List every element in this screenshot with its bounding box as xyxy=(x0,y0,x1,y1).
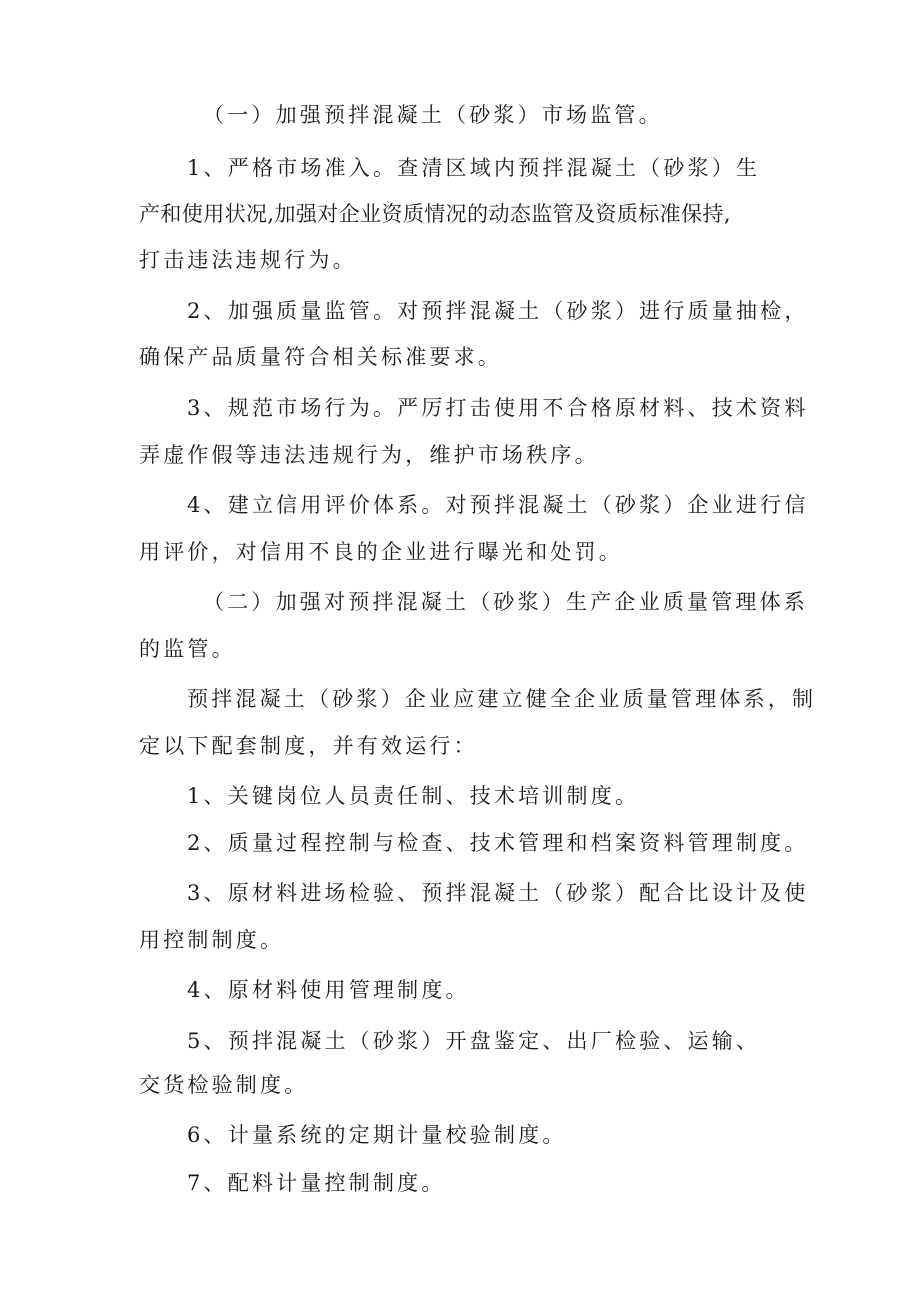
section-heading-2-cont: 的监管。 xyxy=(139,637,236,661)
list-item: 5、预拌混凝土（砂浆）开盘鉴定、出厂检验、运输、 xyxy=(187,1029,761,1053)
paragraph-line: 2、加强质量监管。对预拌混凝土（砂浆）进行质量抽检， xyxy=(187,299,809,323)
paragraph-line: 3、规范市场行为。严厉打击使用不合格原材料、技术资料 xyxy=(187,396,809,420)
list-item: 7、配料计量控制制度。 xyxy=(187,1171,446,1195)
list-item: 6、计量系统的定期计量校验制度。 xyxy=(187,1123,567,1147)
paragraph-line: 预拌混凝土（砂浆）企业应建立健全企业质量管理体系，制 xyxy=(187,687,817,711)
paragraph-line: 打击违法违规行为。 xyxy=(139,248,357,272)
list-item-cont: 交货检验制度。 xyxy=(139,1073,309,1097)
paragraph-line: 4、建立信用评价体系。对预拌混凝土（砂浆）企业进行信 xyxy=(187,493,809,517)
paragraph-line: 用评价，对信用不良的企业进行曝光和处罚。 xyxy=(139,540,623,564)
list-item-cont: 用控制制度。 xyxy=(139,928,285,952)
section-heading-2: （二）加强对预拌混凝土（砂浆）生产企业质量管理体系 xyxy=(203,590,808,614)
paragraph-line: 确保产品质量符合相关标准要求。 xyxy=(139,345,502,369)
list-item: 3、原材料进场检验、预拌混凝土（砂浆）配合比设计及使 xyxy=(187,881,809,905)
paragraph-line: 定以下配套制度，并有效运行： xyxy=(139,734,478,758)
paragraph-line: 产和使用状况,加强对企业资质情况的动态监管及资质标准保持, xyxy=(139,202,731,226)
section-heading-1: （一）加强预拌混凝土（砂浆）市场监管。 xyxy=(203,103,663,127)
paragraph-line: 1、严格市场准入。查清区域内预拌混凝土（砂浆）生 xyxy=(187,156,761,180)
list-item: 4、原材料使用管理制度。 xyxy=(187,978,470,1002)
list-item: 2、质量过程控制与检查、技术管理和档案资料管理制度。 xyxy=(187,831,809,855)
paragraph-line: 弄虚作假等违法违规行为，维护市场秩序。 xyxy=(139,443,599,467)
list-item: 1、关键岗位人员责任制、技术培训制度。 xyxy=(187,784,640,808)
